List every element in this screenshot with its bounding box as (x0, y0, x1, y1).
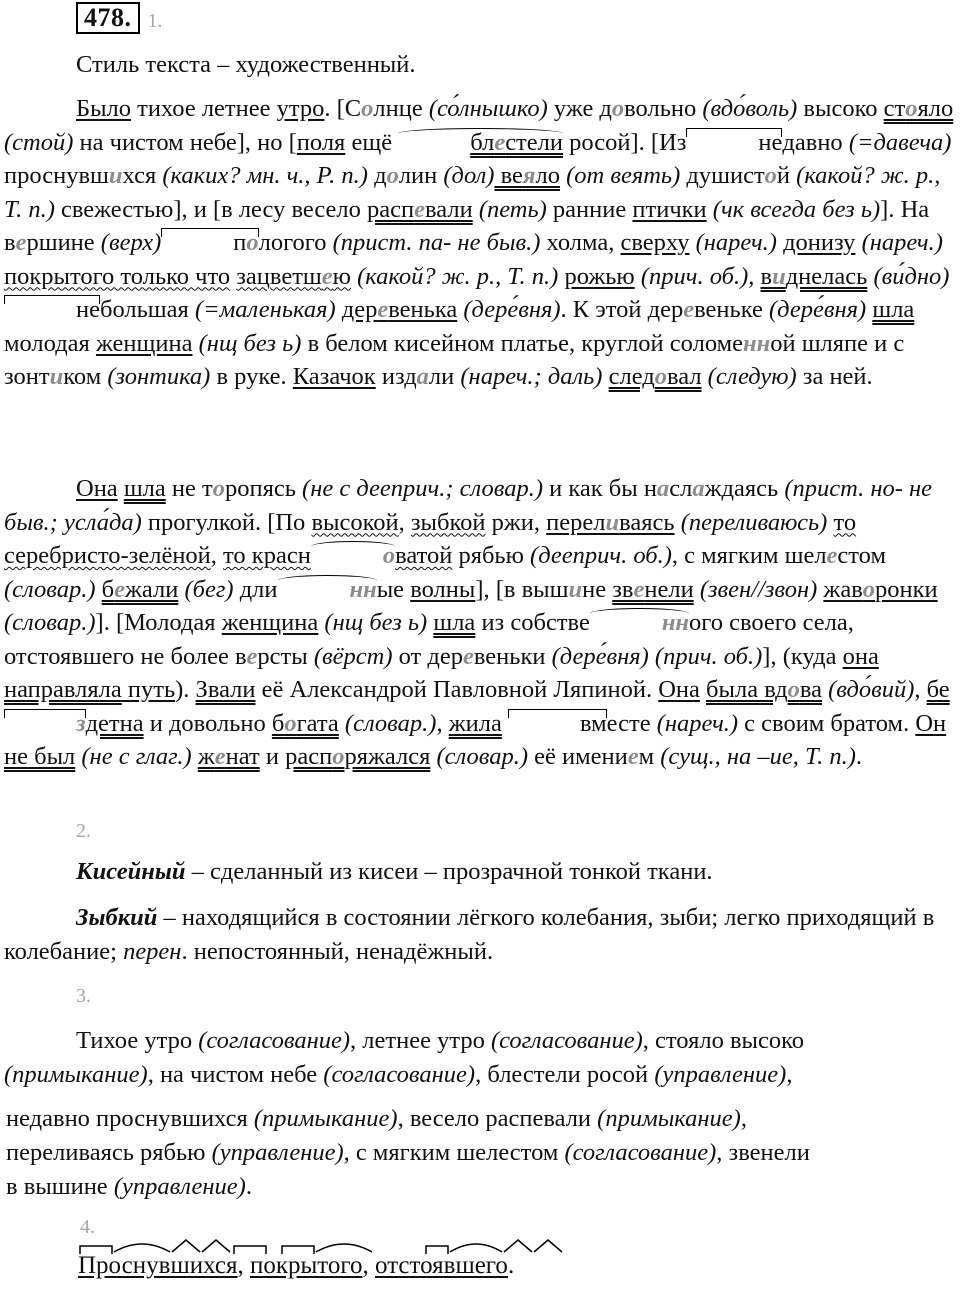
text-fragment: нат (225, 743, 260, 770)
phrase: , (786, 1061, 793, 1088)
subject-word (823, 576, 937, 603)
text-fragment: хся (122, 162, 157, 189)
text-fragment: вали (425, 195, 473, 223)
note: (словар.) (338, 709, 437, 737)
prefix-word: не (4, 293, 100, 327)
note: (словар.) (430, 743, 529, 770)
text-fragment: давно (782, 128, 843, 156)
vowel-highlight: е (377, 296, 389, 323)
text-fragment: б (271, 709, 285, 737)
root-mark (316, 1244, 372, 1252)
note: (прич. об.) (634, 262, 749, 290)
predicate-word: не был (4, 743, 76, 770)
text-fragment: расп (285, 743, 333, 770)
vowel-highlight: нн (278, 573, 377, 607)
prefix-word: вм (508, 707, 607, 741)
phrase: , весело распевали (397, 1105, 598, 1132)
text-fragment: . [С (324, 95, 362, 122)
vowel-highlight: о (386, 162, 399, 189)
object-word: рожью (564, 262, 635, 290)
phrase: , звенели (716, 1139, 810, 1166)
predicate-word (706, 676, 822, 703)
predicate-word (612, 576, 693, 603)
definition-1 (4, 855, 956, 889)
note: (ви́дно) (867, 262, 950, 290)
text-fragment: дер (341, 296, 378, 323)
subject-word: женщина (221, 609, 319, 636)
text-fragment: свежестью], и [в лесу весело (54, 195, 368, 223)
text-fragment: , (210, 542, 224, 569)
text-fragment: не т (165, 475, 213, 502)
note: (вёрст) (307, 642, 393, 670)
text-fragment: ого своего села, отстоявшего не более в (4, 609, 854, 670)
phrase-line-4 (6, 1136, 810, 1169)
exercise-number: 478. (76, 2, 140, 34)
text-fragment: ждаясь (704, 475, 779, 502)
link-type: (согласование) (490, 1027, 643, 1054)
predicate-word: направляла (4, 676, 122, 703)
prefix-mark (426, 1246, 448, 1254)
text-fragment: й (776, 162, 791, 189)
definition-text: . непостоянный, ненадёжный. (181, 937, 494, 965)
note: (дере́вня) (прич. об.) (545, 642, 763, 670)
vowel-highlight: нн (742, 329, 771, 357)
text-fragment: зв (612, 575, 634, 603)
phrase: недавно проснувшихся (6, 1105, 254, 1132)
predicate-word: жила (448, 709, 502, 737)
note: (дере́вня) (457, 296, 561, 323)
note: (со́лнышко) (422, 95, 548, 122)
link-type: (управление) (211, 1139, 344, 1166)
section-3-label: 3. (76, 985, 91, 1007)
text-fragment: ватой (395, 542, 453, 569)
vowel-highlight: е (627, 743, 639, 770)
vowel-highlight: о (611, 95, 625, 122)
exercise-header (76, 2, 163, 34)
text-fragment: , с мягким шел (671, 542, 827, 569)
attribute-phrase: то серебристо-зелёной (4, 508, 857, 569)
root-mark (114, 1244, 170, 1252)
text-fragment: ропясь (224, 475, 296, 502)
text-fragment: ваясь (619, 508, 675, 536)
text-fragment: с своим братом. (738, 709, 916, 737)
definition-2 (4, 901, 956, 968)
text-fragment: и довольно (143, 709, 272, 737)
text-fragment: перел (546, 508, 606, 536)
subject-word: поля (296, 128, 346, 156)
vowel-highlight: о (284, 709, 297, 737)
separator: , (237, 1252, 250, 1279)
predicate-word: Звали (195, 676, 256, 703)
note: (вдо́воль) (696, 95, 798, 122)
text-fragment: бе (926, 676, 950, 703)
text-fragment: ло (535, 162, 560, 189)
text-fragment: ж (197, 743, 215, 770)
phrase: , (740, 1105, 747, 1132)
link-type: (согласование) (323, 1061, 476, 1088)
attribute-word: зыбкой (410, 508, 486, 536)
phrase: , блестели росой (475, 1061, 655, 1088)
text-fragment: прогулкой. [По (141, 508, 312, 536)
text-fragment: бл (470, 128, 495, 156)
analyzed-word: Проснувшихся (78, 1252, 238, 1279)
text-fragment: ржи, (485, 508, 547, 536)
note: (звен//звон) (693, 575, 818, 603)
subject-word (342, 296, 457, 323)
text-fragment: ве (494, 162, 523, 189)
vowel-highlight: е (494, 128, 506, 156)
text-fragment: и как бы н (543, 475, 657, 502)
text-fragment: сл (669, 475, 693, 502)
note: (нареч.; даль) (454, 363, 603, 390)
predicate-word: шла (872, 296, 915, 323)
link-type: (примыкание) (253, 1105, 398, 1132)
vowel-highlight: е (414, 195, 426, 223)
section-1-label: 1. (147, 9, 163, 32)
note: (прист. но- не быв.; усла́да) (4, 475, 933, 536)
phrase: , стояло высоко (642, 1027, 805, 1054)
phrase-line-2 (4, 1058, 792, 1091)
vowel-highlight: о (332, 743, 345, 770)
text-fragment: проснувш (4, 162, 109, 189)
text-fragment: венька (388, 296, 458, 323)
link-type: (управление) (113, 1173, 246, 1200)
vowel-highlight: и (108, 162, 123, 189)
text-fragment: б (101, 575, 115, 603)
vowel-highlight: е (683, 296, 695, 323)
note: (какой? ж. р., Т. п.) (4, 162, 941, 223)
note: (нареч.) (650, 709, 739, 737)
text-fragment: то красн (223, 542, 311, 569)
text-fragment: ронки (875, 575, 938, 603)
text-fragment: ряжался (344, 743, 431, 770)
vowel-highlight: о (764, 162, 777, 189)
note: (нщ без ь) (192, 329, 302, 357)
text-fragment: , (748, 262, 761, 290)
note: (следую) (701, 363, 797, 390)
vowel-highlight: о (787, 676, 800, 703)
separator: . (507, 1252, 515, 1279)
separator: , (362, 1252, 376, 1279)
text-fragment: ком (63, 363, 102, 390)
subject-word: волны (410, 575, 476, 603)
vowel-highlight: а (692, 475, 705, 502)
note: (словар.) (4, 609, 96, 636)
subject-word: утро (276, 95, 325, 122)
predicate-word (761, 263, 868, 290)
text-fragment: молодая (4, 329, 96, 357)
predicate-word (609, 363, 702, 390)
text-fragment: на чистом небе], но [ (73, 128, 297, 156)
predicate-word (285, 743, 430, 770)
link-type: (примыкание) (4, 1061, 148, 1088)
text-fragment: в руке. (210, 363, 293, 390)
morpheme-analysis (78, 1252, 514, 1280)
vowel-highlight: о (905, 95, 918, 122)
note: (вдо́вий) (822, 676, 915, 703)
text-fragment: ва (799, 676, 822, 703)
vowel-highlight: е (826, 542, 838, 569)
suffix-mark (534, 1240, 562, 1252)
abbreviation: перен (123, 937, 182, 965)
subject-word: Она (658, 676, 700, 703)
phrase: Тихое утро (76, 1027, 199, 1054)
suffix-mark (172, 1240, 200, 1252)
prefix-mark (282, 1246, 314, 1254)
note: (нареч.) (689, 229, 777, 256)
text-fragment: ], (куда (762, 642, 843, 670)
text-fragment: днелась (785, 262, 868, 290)
section-2-label: 2. (76, 820, 91, 842)
text-fragment: яло (917, 95, 954, 122)
text-fragment: . К этой дер (560, 296, 684, 323)
predicate-word (398, 126, 563, 160)
text-fragment: нели (644, 575, 694, 603)
text-fragment: холма, (540, 229, 621, 256)
text-fragment: ранние (546, 195, 633, 223)
subject-word: Он (915, 709, 947, 737)
phrase: переливаясь рябью (6, 1139, 212, 1166)
adverbial-word: сверху (620, 229, 690, 256)
predicate-word: шла (433, 609, 476, 636)
attribute-phrase (223, 542, 452, 569)
text-fragment: высоко (797, 95, 884, 122)
text-fragment: жали (125, 575, 179, 603)
note: (стой) (4, 128, 74, 156)
text-fragment: зацветш (236, 262, 322, 290)
note: (сущ., на –ие, Т. п.) (654, 743, 856, 770)
text-fragment: ли (428, 363, 455, 390)
text-fragment: её Александрой Павловной Ляпиной. (255, 676, 659, 703)
note: (переливаюсь) (674, 508, 828, 536)
text-fragment: ]. На в (4, 195, 930, 256)
text-fragment: , (398, 508, 411, 536)
phrase: , на чистом небе (147, 1061, 324, 1088)
vowel-highlight: е (246, 642, 258, 670)
text-fragment: есте (606, 709, 651, 737)
text-fragment: уже д (547, 95, 612, 122)
text-style-line: Стиль текста – художественный. (76, 51, 416, 78)
vowel-highlight: е (214, 743, 226, 770)
vowel-highlight: е (321, 262, 333, 290)
predicate-word (102, 576, 179, 603)
subject-word: Казачок (292, 363, 376, 390)
note: (от веять) (559, 162, 681, 189)
vowel-highlight: и (49, 363, 64, 390)
text-fragment: веньки (473, 642, 546, 670)
definition-text: – сделанный из кисеи – прозрачной тонкой ткани. (185, 858, 713, 885)
text-fragment: ю (332, 262, 351, 290)
text-fragment: рябью (452, 542, 524, 569)
suffix-mark (504, 1240, 532, 1252)
suffix-mark (202, 1240, 230, 1252)
predicate-word (198, 743, 260, 770)
text-fragment: стели (505, 128, 563, 156)
text-fragment: лнце (373, 95, 423, 122)
text-fragment: , (436, 709, 449, 737)
text-fragment: из собстве (475, 609, 590, 636)
link-type: (управление) (654, 1061, 787, 1088)
text-fragment: изд (375, 363, 417, 390)
analyzed-word: покрытого (249, 1252, 363, 1279)
text-fragment: ой шляпе и с зонт (4, 329, 905, 390)
text-fragment: жав (823, 575, 863, 603)
note: (дол) (437, 162, 495, 189)
vowel-highlight: и (605, 508, 620, 536)
text-fragment: ], [в выш (475, 575, 569, 603)
text-fragment: в (760, 262, 773, 290)
note: (какой? ж. р., Т. п.) (350, 262, 559, 290)
text-fragment: стом (837, 542, 886, 569)
vowel-highlight: и (568, 575, 583, 603)
text-fragment: большая (100, 296, 189, 323)
note: (дере́вня) (762, 296, 867, 323)
note: (бег) (178, 575, 234, 603)
paragraph-1 (4, 92, 956, 394)
text-fragment: не (582, 575, 613, 603)
definition-text: – находящийся в состоянии лёгкого колебания, зыби; легко приходящий в колебание; (4, 904, 935, 965)
phrase: , летнее утро (350, 1027, 491, 1054)
note: (нщ без ь) (318, 609, 428, 636)
attribute-phrase: покрытого только что (4, 262, 231, 290)
text-fragment: росой]. [Из (562, 128, 687, 156)
text-fragment: детна (85, 709, 144, 737)
subject-word: она (842, 642, 879, 670)
note: (петь) (472, 195, 547, 223)
paragraph-2 (4, 472, 956, 774)
text-fragment: от дер (392, 642, 463, 670)
prefix-mark (80, 1246, 112, 1254)
vowel-highlight: о (212, 475, 225, 502)
defined-word: Кисейный (76, 858, 186, 885)
prefix-word (161, 226, 258, 260)
phrase: в вышине (6, 1173, 114, 1200)
text-fragment: логого (258, 229, 327, 256)
attribute-word (236, 263, 351, 290)
subject-word: Было (76, 95, 132, 122)
text-fragment: ршине (26, 229, 95, 256)
vowel-highlight: о (311, 539, 395, 573)
defined-word: Зыбкий (76, 904, 158, 931)
text-fragment: . (855, 743, 863, 770)
vowel-highlight: о (361, 95, 374, 122)
note: (верх) (94, 229, 162, 256)
vowel-highlight: а (656, 475, 670, 502)
vowel-highlight: е (633, 575, 645, 603)
vowel-highlight: з (4, 707, 86, 741)
note: (дееприч. об.) (523, 542, 672, 569)
text-fragment: след (608, 363, 655, 390)
subject-word: женщина (95, 329, 193, 357)
vowel-highlight: е (15, 229, 27, 256)
note: (прист. па- не быв.) (326, 229, 541, 256)
adverbial-word: донизу (783, 229, 856, 256)
note: (зонтика) (101, 363, 211, 390)
analyzed-word: отстоявшего (375, 1252, 508, 1279)
text-fragment: душист (680, 162, 765, 189)
text-fragment: расп (367, 195, 415, 223)
phrase: . (245, 1173, 252, 1200)
text-fragment: ст (883, 95, 906, 122)
text-fragment: за ней. (796, 363, 873, 390)
text-fragment: ещё (345, 128, 399, 156)
link-type: (согласование) (198, 1027, 351, 1054)
subject-word: птички (632, 195, 707, 223)
root-mark (450, 1244, 502, 1252)
phrase-line-3 (6, 1102, 747, 1135)
text-fragment: была вд (706, 676, 788, 703)
text-fragment: д (367, 162, 387, 189)
predicate-word (367, 196, 473, 223)
text-fragment: её имени (528, 743, 628, 770)
link-type: (согласование) (564, 1139, 717, 1166)
text-fragment: , (914, 676, 927, 703)
vowel-highlight: е (462, 642, 474, 670)
text-fragment: м (638, 743, 655, 770)
note: (не с дееприч.; словар.) (295, 475, 544, 502)
text-fragment: рсты (257, 642, 308, 670)
vowel-highlight: о (654, 363, 667, 390)
text-fragment: в белом кисейном платье, круглой соломе (301, 329, 743, 357)
note: (не с глаг.) (75, 743, 192, 770)
link-type: (примыкание) (597, 1105, 741, 1132)
text-fragment: дли (233, 575, 278, 603)
predicate-word: шла (123, 475, 166, 502)
text-fragment: и (259, 743, 286, 770)
predicate-word (884, 95, 954, 122)
phrase: , с мягким шелестом (343, 1139, 565, 1166)
text-fragment: п (233, 229, 247, 256)
text-fragment: гата (296, 709, 339, 737)
vowel-highlight: нн (590, 606, 689, 640)
phrase-line-5 (6, 1170, 252, 1203)
note: (=маленькая) (188, 296, 336, 323)
text-fragment: ). (175, 676, 196, 703)
note: (нареч.) (855, 229, 943, 256)
predicate-word (272, 710, 339, 737)
text-fragment: ]. [Молодая (95, 609, 222, 636)
vowel-highlight: е (114, 575, 125, 603)
vowel-highlight: и (772, 262, 786, 290)
adverbial-word (546, 509, 674, 536)
note: (=давеча) (842, 128, 952, 156)
object-word: путь (121, 676, 176, 703)
section-4-label: 4. (80, 1216, 95, 1238)
attribute-word: высокой (311, 508, 399, 536)
phrase-line-1 (76, 1024, 804, 1057)
text-fragment: ые (376, 575, 411, 603)
vowel-highlight: а (416, 363, 429, 390)
predicate-word (494, 162, 560, 189)
vowel-highlight: о (246, 229, 259, 256)
vowel-highlight: о (862, 575, 876, 603)
postfix-mark (234, 1246, 266, 1254)
morpheme-marks (78, 1234, 598, 1256)
text-fragment: тихое летнее (131, 95, 277, 122)
text-fragment: вольно (624, 95, 697, 122)
note: (словар.) (4, 575, 96, 603)
vowel-highlight: я (522, 162, 536, 189)
text-fragment: веньке (694, 296, 763, 323)
note: (каких? мн. ч., Р. п.) (156, 162, 368, 189)
text-fragment: лин (398, 162, 438, 189)
subject-word: Она (76, 475, 118, 502)
prefix-word: не (686, 126, 782, 160)
text-fragment: вал (666, 363, 702, 390)
note: (чк всегда без ь) (706, 195, 881, 223)
